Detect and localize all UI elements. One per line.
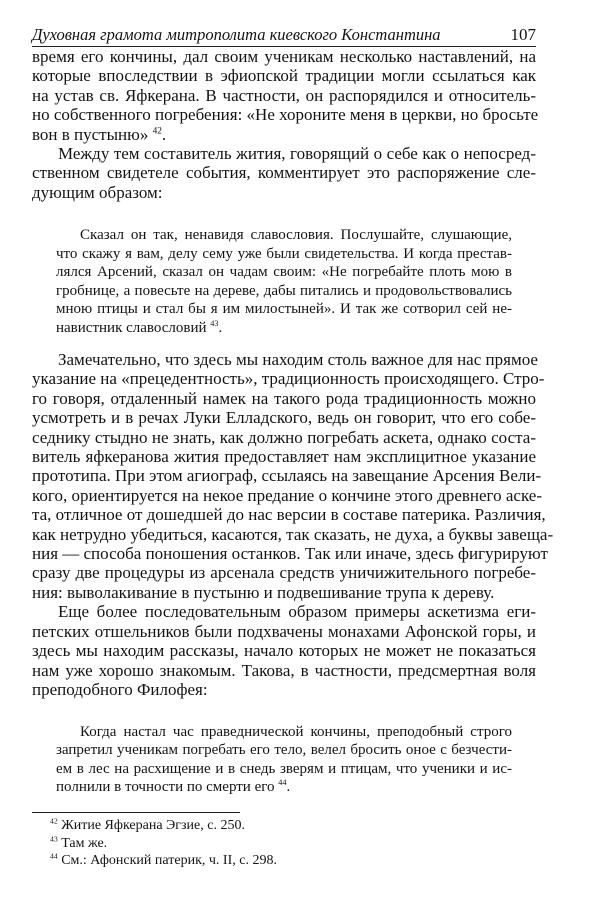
text-line: та, отличное от дошедшей до нас версии в составе патерика. Различия, <box>32 505 546 525</box>
text-line: Между тем составитель жития, говорящий о себе как о непосред- <box>58 144 536 164</box>
text-line: усмотреть и в речах Луки Елладского, ведь он говорит, что его собе- <box>32 408 536 428</box>
text-line <box>32 125 536 144</box>
text-line: гробнице, а повесьте на дереве, дабы питались и продовольствовались <box>56 282 512 299</box>
text-line: ния — способа поношения останков. Так или иначе, здесь фигурируют <box>32 544 548 564</box>
footnote <box>50 817 277 835</box>
paragraph <box>56 723 512 796</box>
text-line-content: вон в пустыню» <box>32 124 153 144</box>
text-line: витель яфкеранова жития предоставляет нам эксплицитное указание <box>32 447 536 467</box>
text-line-tail: . <box>218 319 223 336</box>
footnote-number: 43 <box>50 834 58 844</box>
footnote-reference: 44 <box>278 778 287 788</box>
running-title: Духовная грамота митрополита киевского Константина <box>32 25 441 44</box>
text-line: дующим образом: <box>32 182 163 202</box>
main-text-block-2 <box>32 350 554 699</box>
text-line: Еще более последовательным образом примеры аскетизма еги- <box>58 602 536 622</box>
text-line: преподобного Филофея: <box>32 679 208 699</box>
block-quote-arseny <box>56 226 512 338</box>
text-line: кого, ориентируется на некое предание о кончине этого древнего аске- <box>32 485 542 505</box>
text-line-content: полнили в точности по смерти его <box>56 778 279 795</box>
text-line: го говоря, отдаленный намек на такого рода традиционность можно <box>32 388 536 408</box>
paragraph <box>32 350 554 602</box>
text-line: Сказал он так, ненавидя славословия. Послушайте, слушающие, <box>80 227 512 243</box>
text-line-content: навистник славословий <box>56 319 211 336</box>
text-line: здесь мы находим рассказы, начало которых не может не показаться <box>32 641 536 661</box>
footnote-number: 42 <box>50 816 58 826</box>
text-line: мною птицы и стал бы я им милостыней». И так же сотворил сей не- <box>56 301 512 318</box>
block-quote-philotheus <box>56 723 512 796</box>
text-line: Когда настал час праведнической кончины, преподобный строго <box>80 724 512 740</box>
paragraph <box>32 47 539 144</box>
text-line <box>56 778 512 796</box>
paragraph <box>32 602 536 699</box>
text-line: лялся Арсений, сказал он чадам своим: «Не погребайте плоть мою в <box>56 264 512 281</box>
text-line: петских отшельников были подхвачены монахами Афонской горы, и <box>32 621 536 641</box>
footnote-text: Житие Яфкерана Эгзие, с. 250. <box>57 818 245 833</box>
text-line: сразу две процедуры из арсенала средств уничижительного погребе- <box>32 563 536 583</box>
main-text-block-1 <box>32 47 539 202</box>
footnotes <box>50 817 277 870</box>
text-line: запретил ученикам погребать его тело, велел бросить оное с безчести- <box>56 742 512 759</box>
text-line: указание на «прецедентность», традиционность происходящего. Стро- <box>32 369 545 389</box>
text-line: на устав св. Яфкерана. В частности, он распорядился и относитель- <box>32 85 536 105</box>
text-line-tail: . <box>161 124 167 144</box>
text-line-tail: . <box>286 778 291 795</box>
text-line: которые впоследствии в эфиопской традиции могли ссылаться как <box>32 66 536 86</box>
paragraph <box>56 226 512 338</box>
text-line: ем в лес на расхищение и в снедь зверям и птицам, что ученики и ис- <box>56 760 512 777</box>
text-line: время его кончины, дал своим ученикам несколько наставлений, на <box>32 47 536 66</box>
text-line: ственном свидетеле события, комментирует это распоряжение сле- <box>32 163 536 183</box>
text-line: нам уже хорошо знакомым. Такова, в частности, предсмертная воля <box>32 660 536 680</box>
footnote <box>50 852 277 870</box>
footnote <box>50 835 277 853</box>
footnote-number: 44 <box>50 851 58 861</box>
footnote-separator <box>32 812 240 813</box>
running-header <box>32 22 536 47</box>
text-line: как нетрудно убедиться, касаются, так сказать, не духа, а буквы завеща- <box>32 524 554 544</box>
paragraph <box>32 144 536 202</box>
text-line: седнику стыдно не знать, как должно погребать аскета, однако соста- <box>32 427 536 447</box>
text-line: что скажу я вам, делу сему уже были свидетельства. И когда престав- <box>56 245 512 262</box>
text-line <box>56 319 512 338</box>
text-line: но собственного погребения: «Не хороните меня в церкви, но бросьте <box>32 105 539 125</box>
text-line: прототипа. При этом агиограф, ссылаясь на завещание Арсения Вели- <box>32 466 542 486</box>
footnote-reference: 43 <box>210 319 219 329</box>
text-line: ния: выволакивание в пустыню и подвешивание трупа к дереву. <box>32 582 495 602</box>
text-line: Замечательно, что здесь мы находим столь важное для нас прямое <box>58 350 538 369</box>
page-number: 107 <box>510 25 536 44</box>
footnote-text: Там же. <box>57 835 108 851</box>
footnote-text: См.: Афонский патерик, ч. II, с. 298. <box>57 853 277 868</box>
footnote-reference: 42 <box>152 126 162 137</box>
